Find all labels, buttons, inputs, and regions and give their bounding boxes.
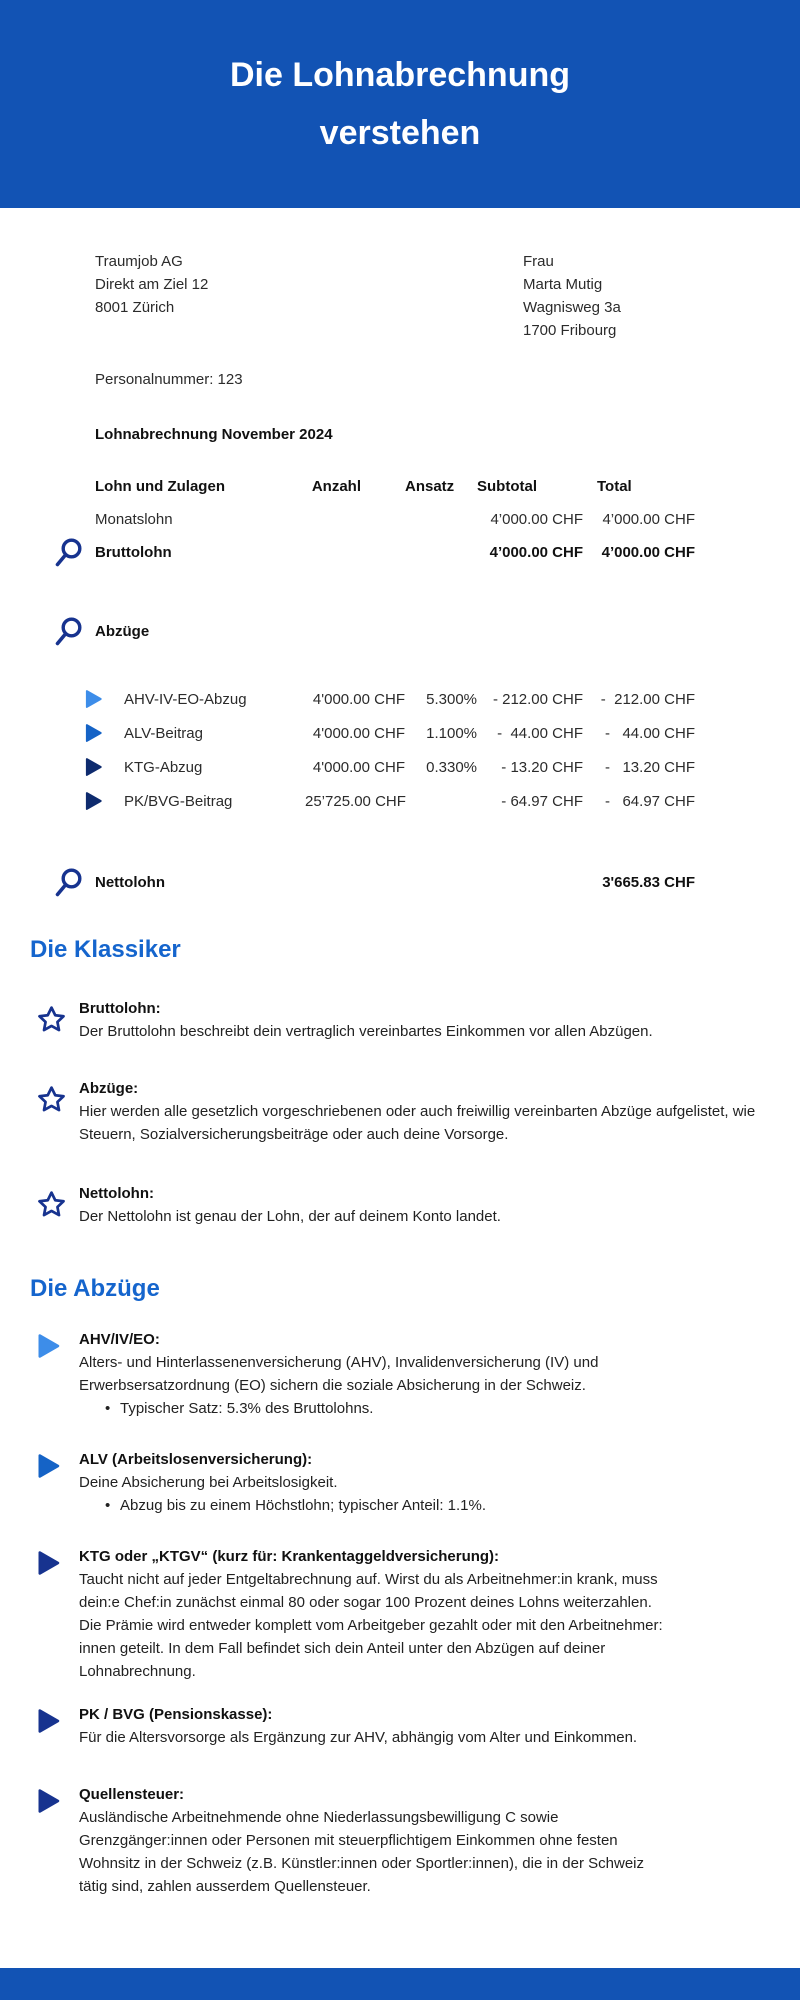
recipient-city: 1700 Fribourg xyxy=(523,322,617,339)
play-triangle-icon xyxy=(36,1328,68,1420)
ktg-ansatz: 0.330% xyxy=(426,758,477,776)
item-title: Quellensteuer: xyxy=(79,1786,185,1803)
employer-address xyxy=(95,250,523,342)
item-title: ALV (Arbeitslosenversicherung): xyxy=(79,1451,313,1468)
item-text xyxy=(79,1182,759,1228)
item-title: AHV/IV/EO: xyxy=(79,1331,160,1348)
table-row-ktg xyxy=(95,750,800,784)
table-row-abzuege-header xyxy=(95,615,800,648)
magnifier-icon xyxy=(52,866,86,900)
row-label: AHV-IV-EO-Abzug xyxy=(124,690,247,708)
abzuege-section xyxy=(0,1228,800,1898)
ktg-anzahl: 4'000.00 CHF xyxy=(312,758,405,776)
klassiker-heading: Die Klassiker xyxy=(30,936,181,963)
bullet-text: Typischer Satz: 5.3% des Bruttolohns. xyxy=(120,1400,374,1417)
alv-ansatz: 1.100% xyxy=(426,724,477,742)
pkbvg-total: - 64.97 CHF xyxy=(604,792,695,810)
item-desc: Der Bruttolohn beschreibt dein vertraglich vereinbartes Einkommen vor allen Abzügen. xyxy=(79,1023,653,1040)
abzuege-item-ktg xyxy=(36,1545,800,1683)
magnifier-icon xyxy=(52,536,86,570)
item-text xyxy=(79,1077,759,1146)
col-header-anzahl: Anzahl xyxy=(311,478,361,495)
bullet-dot: • xyxy=(105,1400,111,1417)
play-triangle-icon xyxy=(84,791,103,811)
item-desc: Für die Altersvorsorge als Ergänzung zur AHV, abhängig vom Alter und Einkommen. xyxy=(79,1729,638,1746)
row-label: KTG-Abzug xyxy=(124,758,203,776)
ahv-subtotal: - 212.00 CHF xyxy=(492,690,583,708)
item-title: KTG oder „KTGV“ (kurz für: Krankentaggeldversicherung): xyxy=(79,1548,500,1565)
address-block xyxy=(95,250,800,342)
bruttolohn-total: 4’000.00 CHF xyxy=(601,544,695,561)
table-row-ahv xyxy=(95,682,800,716)
ahv-anzahl: 4'000.00 CHF xyxy=(312,690,405,708)
item-text xyxy=(79,1545,664,1683)
bullet-line xyxy=(105,1397,664,1420)
klassiker-item-bruttolohn xyxy=(36,997,800,1043)
recipient-name: Marta Mutig xyxy=(523,276,603,293)
klassiker-item-nettolohn xyxy=(36,1182,800,1228)
header-banner xyxy=(0,0,800,208)
star-icon xyxy=(36,997,68,1043)
payslip-section xyxy=(0,208,800,899)
personnel-number: Personalnummer: 123 xyxy=(95,371,243,388)
klassiker-section xyxy=(0,899,800,1228)
item-text xyxy=(79,997,759,1043)
play-triangle-icon xyxy=(84,723,103,743)
employer-name: Traumjob AG xyxy=(95,253,183,270)
table-row-monatslohn xyxy=(95,503,800,536)
recipient-address xyxy=(523,250,621,342)
abzuege-item-ahv xyxy=(36,1328,800,1420)
table-row-alv xyxy=(95,716,800,750)
bruttolohn-subtotal: 4’000.00 CHF xyxy=(489,544,583,561)
table-row-nettolohn xyxy=(95,866,800,899)
row-label: Nettolohn xyxy=(95,874,165,891)
item-text xyxy=(79,1783,664,1898)
item-desc: Deine Absicherung bei Arbeitslosigkeit. xyxy=(79,1474,338,1491)
employer-city: 8001 Zürich xyxy=(95,299,175,316)
recipient-salutation: Frau xyxy=(523,253,554,270)
ktg-subtotal: - 13.20 CHF xyxy=(501,758,583,776)
row-label: Monatslohn xyxy=(95,511,173,528)
monatslohn-total: 4’000.00 CHF xyxy=(602,511,695,528)
abzuege-label: Abzüge xyxy=(95,623,150,640)
ahv-ansatz: 5.300% xyxy=(426,690,477,708)
ahv-total: - 212.00 CHF xyxy=(600,690,695,708)
row-label: ALV-Beitrag xyxy=(124,724,203,742)
pkbvg-subtotal: - 64.97 CHF xyxy=(501,792,583,810)
table-row-pkbvg xyxy=(95,784,800,818)
recipient-street: Wagnisweg 3a xyxy=(523,299,621,316)
bullet-text: Abzug bis zu einem Höchstlohn; typischer Anteil: 1.1%. xyxy=(120,1497,487,1514)
bullet-dot: • xyxy=(105,1497,111,1514)
pkbvg-anzahl: 25’725.00 CHF xyxy=(305,792,406,810)
item-title: Nettolohn: xyxy=(79,1185,154,1202)
statement-title: Lohnabrechnung November 2024 xyxy=(95,426,333,443)
item-title: PK / BVG (Pensionskasse): xyxy=(79,1706,273,1723)
alv-anzahl: 4'000.00 CHF xyxy=(312,724,405,742)
page-title-line2: verstehen xyxy=(319,114,481,152)
abzuege-item-quellensteuer xyxy=(36,1783,800,1898)
ktg-total: - 13.20 CHF xyxy=(604,758,695,776)
item-title: Abzüge: xyxy=(79,1080,139,1097)
bullet-line xyxy=(105,1494,664,1517)
magnifier-icon xyxy=(52,615,86,649)
play-triangle-icon xyxy=(84,757,103,777)
col-header-lohn: Lohn und Zulagen xyxy=(95,478,225,495)
col-header-ansatz: Ansatz xyxy=(405,478,455,495)
item-title: Bruttolohn: xyxy=(79,1000,161,1017)
alv-total: - 44.00 CHF xyxy=(604,724,695,742)
play-triangle-icon xyxy=(36,1448,68,1517)
col-header-subtotal: Subtotal xyxy=(477,478,537,495)
item-desc: Ausländische Arbeitnehmende ohne Niederlassungsbewilligung C sowie Grenzgänger:innen oder Personen mit steuerpflichtigem Einkommen ohne festen Wohnsitz in der Schweiz (z.B. Künstler:innen oder Sportler:innen), die in der Schweiz tätig sind, zahlen ausserdem Quellensteuer. xyxy=(79,1809,644,1895)
item-desc: Taucht nicht auf jeder Entgeltabrechnung auf. Wirst du als Arbeitnehmer:in krank, muss dein:e Chef:in zunächst einmal 80 oder sogar 100 Prozent deines Lohns weiterzahlen. Die Prämie wird entweder komplett vom Arbeitgeber gezahlt oder mit den Arbeitnehmer: innen geteilt. In dem Fall befindet sich dein Anteil unter den Abzügen auf deiner Lohnabrechnung. xyxy=(79,1571,663,1680)
alv-subtotal: - 44.00 CHF xyxy=(497,724,583,742)
monatslohn-subtotal: 4’000.00 CHF xyxy=(490,511,583,528)
deduction-rows xyxy=(95,682,800,818)
item-desc: Der Nettolohn ist genau der Lohn, der auf deinem Konto landet. xyxy=(79,1208,501,1225)
col-header-total: Total xyxy=(597,478,632,495)
page-title xyxy=(230,46,570,162)
row-label: Bruttolohn xyxy=(95,544,172,561)
nettolohn-total: 3'665.83 CHF xyxy=(602,874,695,891)
klassiker-item-abzuege xyxy=(36,1077,800,1146)
table-header-row xyxy=(95,470,800,503)
footer-band xyxy=(0,1968,800,2000)
star-icon xyxy=(36,1182,68,1228)
item-text xyxy=(79,1448,664,1517)
play-triangle-icon xyxy=(36,1703,68,1749)
page-title-line1: Die Lohnabrechnung xyxy=(230,56,570,94)
item-text xyxy=(79,1703,664,1749)
play-triangle-icon xyxy=(84,689,103,709)
employer-street: Direkt am Ziel 12 xyxy=(95,276,209,293)
play-triangle-icon xyxy=(36,1783,68,1898)
row-label: PK/BVG-Beitrag xyxy=(124,792,233,810)
item-desc: Alters- und Hinterlassenenversicherung (AHV), Invalidenversicherung (IV) und Erwerbsersatzordnung (EO) sichern die soziale Absicherung in der Schweiz. xyxy=(79,1354,599,1394)
item-text xyxy=(79,1328,664,1420)
play-triangle-icon xyxy=(36,1545,68,1683)
star-icon xyxy=(36,1077,68,1146)
abzuege-item-alv xyxy=(36,1448,800,1517)
abzuege-heading: Die Abzüge xyxy=(30,1275,160,1302)
spacer xyxy=(0,1898,800,1968)
abzuege-item-pkbvg xyxy=(36,1703,800,1749)
table-row-bruttolohn xyxy=(95,536,800,569)
item-desc: Hier werden alle gesetzlich vorgeschriebenen oder auch freiwillig vereinbarten Abzüge aufgelistet, wie Steuern, Sozialversicherungsbeiträge oder auch deine Vorsorge. xyxy=(79,1103,756,1143)
